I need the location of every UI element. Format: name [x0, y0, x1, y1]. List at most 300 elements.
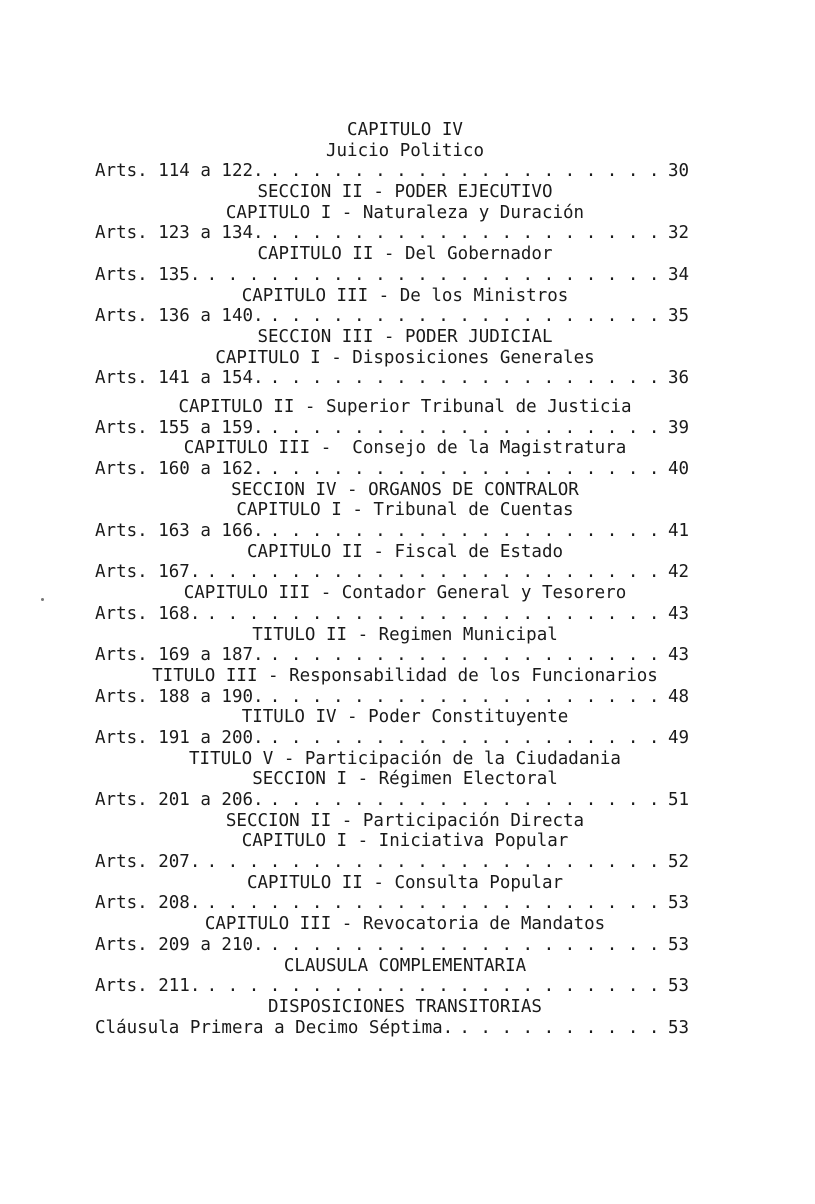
leader-dot: . — [332, 223, 344, 244]
leader-dot: . — [438, 521, 449, 542]
toc-page-number: 52 — [668, 852, 690, 873]
leader-dot: . — [606, 976, 618, 997]
leader-dot: . — [417, 934, 428, 955]
leader-dot: . — [627, 976, 639, 997]
leader-dot: . — [417, 417, 428, 438]
leader-dot: . — [501, 306, 512, 327]
leader-dot: . — [417, 790, 428, 810]
leader-dot: . — [311, 934, 323, 955]
leader-dot: . — [396, 368, 407, 389]
toc-heading: CAPITULO II - Superior Tribunal de Justicia — [178, 396, 632, 417]
leader-dot: . — [585, 521, 597, 542]
leader-dot: . — [269, 852, 281, 873]
leader-dot: . — [627, 459, 639, 479]
toc-entry-label: Arts. 136 a 140. — [95, 306, 264, 327]
leader-dot: . — [375, 368, 386, 389]
leader-dot: . — [417, 645, 428, 666]
leader-dot: . — [459, 306, 470, 327]
leader-dot: . — [606, 934, 618, 955]
toc-heading: TITULO V - Participación de la Ciudadania — [189, 748, 621, 769]
leader-dot: . — [311, 223, 323, 244]
leader-dot: . — [354, 264, 365, 285]
table-of-contents — [95, 120, 715, 1038]
leader-dot: . — [543, 934, 555, 955]
leader-dot: . — [459, 976, 470, 997]
leader-dot: . — [627, 521, 639, 542]
leader-dot: . — [501, 223, 512, 244]
leader-dot: . — [332, 459, 344, 479]
leader-dot: . — [332, 852, 344, 873]
leader-dot: . — [648, 934, 660, 955]
toc-entry[interactable] — [95, 728, 715, 749]
leader-dot: . — [227, 264, 239, 285]
leader-dot: . — [438, 459, 449, 479]
leader-dot: . — [501, 603, 512, 624]
leader-dot: . — [396, 645, 407, 666]
leader-dot: . — [606, 790, 618, 810]
toc-heading: DISPOSICIONES TRANSITORIAS — [268, 996, 542, 1017]
toc-page-number: 40 — [668, 459, 690, 479]
leader-dot: . — [354, 417, 365, 438]
toc-entry-label: Arts. 169 a 187. — [95, 645, 264, 666]
toc-heading: TITULO IV - Poder Constituyente — [241, 707, 569, 728]
toc-heading: CAPITULO III - Contador General y Tesorero — [183, 583, 627, 604]
leader-dot: . — [438, 645, 449, 666]
toc-entry-label: Arts. 141 a 154. — [95, 368, 264, 389]
toc-page-number: 53 — [668, 934, 690, 955]
leader-dot: . — [417, 727, 428, 748]
leader-dot: . — [606, 264, 618, 285]
leader-dot: . — [269, 645, 281, 666]
leader-dot: . — [585, 306, 597, 327]
leader-dot: . — [354, 223, 365, 244]
leader-dot: . — [417, 562, 428, 583]
leader-dot: . — [501, 790, 512, 810]
toc-entry[interactable] — [95, 306, 715, 327]
leader-dot: . — [648, 459, 660, 479]
leader-dot: . — [480, 368, 491, 389]
toc-entry[interactable] — [95, 521, 715, 542]
leader-dot: . — [332, 306, 344, 327]
leader-dot: . — [438, 368, 449, 389]
leader-dot: . — [396, 223, 407, 244]
leader-dot: . — [417, 976, 428, 997]
toc-entry[interactable] — [95, 418, 715, 439]
leader-dot: . — [354, 790, 365, 810]
leader-dot: . — [543, 645, 555, 666]
leader-dot: . — [311, 976, 323, 997]
leader-dot: . — [480, 264, 491, 285]
leader-dot: . — [543, 161, 555, 182]
leader-dot: . — [606, 223, 618, 244]
leader-dot: . — [269, 934, 281, 955]
leader-dot: . — [522, 686, 534, 707]
leader-dot: . — [290, 417, 302, 438]
leader-dot: . — [522, 790, 534, 810]
toc-heading: SECCION III - PODER JUDICIAL — [257, 326, 553, 347]
leader-dot: . — [248, 562, 260, 583]
leader-dot: . — [585, 368, 597, 389]
stray-dot-mark — [41, 598, 44, 601]
toc-entry[interactable] — [95, 976, 715, 997]
leader-dot: . — [375, 417, 386, 438]
leader-dot: . — [248, 852, 260, 873]
leader-dot: . — [585, 686, 597, 707]
leader-dot: . — [648, 976, 660, 997]
leader-dot: . — [585, 417, 597, 438]
leader-dot: . — [543, 852, 555, 873]
toc-page-number: 41 — [668, 521, 690, 542]
toc-page-number: 51 — [668, 790, 690, 810]
leader-dot: . — [354, 727, 365, 748]
leader-dot: . — [501, 417, 512, 438]
leader-dot: . — [522, 368, 534, 389]
leader-dot: . — [543, 223, 555, 244]
leader-dot: . — [459, 1017, 470, 1038]
leader-dot: . — [648, 368, 660, 389]
toc-entry-label: Arts. 123 a 134. — [95, 223, 264, 244]
leader-dot: . — [459, 368, 470, 389]
leader-dot: . — [564, 976, 576, 997]
leader-dot: . — [354, 645, 365, 666]
leader-dot: . — [543, 1017, 555, 1038]
leader-dot: . — [501, 368, 512, 389]
toc-entry-label: Arts. 167. — [95, 562, 201, 583]
leader-dot: . — [311, 459, 323, 479]
leader-dot: . — [396, 161, 407, 182]
leader-dot: . — [480, 161, 491, 182]
leader-dot: . — [290, 686, 302, 707]
toc-entry-label: Arts. 135. — [95, 264, 201, 285]
leader-dot: . — [332, 893, 344, 914]
leader-dot: . — [585, 1017, 597, 1038]
toc-entry[interactable] — [95, 265, 715, 286]
leader-dot: . — [332, 161, 344, 182]
leader-dot: . — [606, 645, 618, 666]
leader-dot: . — [459, 562, 470, 583]
leader-dot: . — [248, 603, 260, 624]
leader-dot: . — [501, 893, 512, 914]
leader-dot: . — [354, 686, 365, 707]
leader-dot: . — [396, 603, 407, 624]
toc-page-number: 30 — [668, 161, 690, 182]
leader-dot: . — [206, 603, 218, 624]
leader-dot: . — [459, 934, 470, 955]
toc-entry-label: Arts. 168. — [95, 603, 201, 624]
leader-dot: . — [269, 521, 281, 542]
leader-dot: . — [375, 603, 386, 624]
leader-dot: . — [564, 223, 576, 244]
leader-dot: . — [332, 976, 344, 997]
toc-entry[interactable] — [95, 935, 715, 956]
leader-dot: . — [480, 852, 491, 873]
leader-dot: . — [522, 459, 534, 479]
leader-dot: . — [332, 562, 344, 583]
leader-dot: . — [438, 417, 449, 438]
leader-dot: . — [648, 223, 660, 244]
leader-dot: . — [585, 562, 597, 583]
toc-page-number: 53 — [668, 1017, 690, 1038]
leader-dot: . — [522, 603, 534, 624]
leader-dot: . — [269, 459, 281, 479]
toc-entry[interactable] — [95, 1018, 715, 1039]
toc-entry[interactable] — [95, 459, 715, 480]
leader-dot: . — [522, 852, 534, 873]
leader-dot: . — [627, 1017, 639, 1038]
leader-dot: . — [480, 417, 491, 438]
leader-dot: . — [564, 521, 576, 542]
leader-dot: . — [375, 727, 386, 748]
leader-dot: . — [354, 603, 365, 624]
leader-dot: . — [269, 562, 281, 583]
leader-dot: . — [459, 852, 470, 873]
leader-dot: . — [522, 264, 534, 285]
toc-heading: TITULO III - Responsabilidad de los Funcionarios — [152, 665, 658, 686]
toc-entry-label: Arts. 163 a 166. — [95, 521, 264, 542]
leader-dot: . — [501, 161, 512, 182]
leader-dot: . — [480, 521, 491, 542]
leader-dot: . — [375, 459, 386, 479]
leader-dot: . — [648, 603, 660, 624]
toc-entry[interactable] — [95, 223, 715, 244]
leader-dot: . — [354, 976, 365, 997]
leader-dot: . — [396, 976, 407, 997]
leader-dot: . — [396, 727, 407, 748]
leader-dot: . — [522, 161, 534, 182]
leader-dot: . — [396, 934, 407, 955]
leader-dot: . — [459, 521, 470, 542]
leader-dot: . — [501, 1017, 512, 1038]
leader-dot: . — [417, 306, 428, 327]
leader-dot: . — [480, 976, 491, 997]
leader-dot: . — [543, 976, 555, 997]
leader-dot: . — [396, 417, 407, 438]
toc-entry[interactable] — [95, 604, 715, 625]
leader-dot: . — [522, 893, 534, 914]
toc-entry[interactable] — [95, 645, 715, 666]
leader-dot: . — [311, 852, 323, 873]
toc-page-number: 48 — [668, 686, 690, 707]
leader-dot: . — [311, 368, 323, 389]
leader-dot: . — [311, 521, 323, 542]
leader-dot: . — [648, 790, 660, 810]
leader-dot: . — [290, 790, 302, 810]
leader-dot: . — [227, 976, 239, 997]
leader-dot: . — [332, 368, 344, 389]
leader-dot: . — [375, 264, 386, 285]
leader-dot: . — [480, 645, 491, 666]
toc-entry[interactable] — [95, 687, 715, 708]
toc-entry[interactable] — [95, 161, 715, 182]
leader-dot: . — [627, 264, 639, 285]
leader-dot: . — [438, 306, 449, 327]
leader-dot: . — [290, 603, 302, 624]
leader-dot: . — [648, 264, 660, 285]
toc-page-number: 34 — [668, 264, 690, 285]
leader-dot: . — [459, 893, 470, 914]
leader-dot: . — [564, 893, 576, 914]
leader-dot: . — [417, 852, 428, 873]
toc-entry[interactable] — [95, 562, 715, 583]
leader-dot: . — [332, 934, 344, 955]
leader-dot: . — [290, 645, 302, 666]
leader-dot: . — [585, 645, 597, 666]
leader-dot: . — [543, 521, 555, 542]
leader-dot: . — [606, 417, 618, 438]
leader-dot: . — [648, 521, 660, 542]
leader-dot: . — [375, 893, 386, 914]
leader-dot: . — [543, 417, 555, 438]
leader-dot: . — [269, 893, 281, 914]
leader-dot: . — [354, 368, 365, 389]
leader-dot: . — [564, 417, 576, 438]
leader-dot: . — [375, 306, 386, 327]
leader-dot: . — [396, 264, 407, 285]
leader-dot: . — [564, 852, 576, 873]
toc-entry-label: Arts. 208. — [95, 893, 201, 914]
leader-dot: . — [332, 645, 344, 666]
leader-dot: . — [606, 603, 618, 624]
leader-dot: . — [648, 852, 660, 873]
leader-dot: . — [269, 790, 281, 810]
leader-dot: . — [627, 417, 639, 438]
leader-dot: . — [459, 417, 470, 438]
leader-dot: . — [290, 852, 302, 873]
toc-entry[interactable] — [95, 790, 715, 811]
leader-dot: . — [248, 976, 260, 997]
toc-heading: CAPITULO III - De los Ministros — [241, 285, 569, 306]
leader-dot: . — [648, 727, 660, 748]
leader-dot: . — [501, 934, 512, 955]
toc-entry[interactable] — [95, 368, 715, 389]
leader-dot: . — [354, 934, 365, 955]
leader-dot: . — [522, 1017, 534, 1038]
leader-dot: . — [227, 893, 239, 914]
leader-dot: . — [501, 852, 512, 873]
leader-dot: . — [396, 459, 407, 479]
leader-dot: . — [459, 459, 470, 479]
leader-dot: . — [564, 645, 576, 666]
toc-heading: CAPITULO I - Disposiciones Generales — [215, 347, 595, 368]
leader-dot: . — [585, 264, 597, 285]
toc-entry-label: Arts. 211. — [95, 976, 201, 997]
leader-dot: . — [606, 368, 618, 389]
leader-dot: . — [480, 893, 491, 914]
leader-dot: . — [375, 562, 386, 583]
leader-dot: . — [627, 368, 639, 389]
leader-dot: . — [311, 790, 323, 810]
leader-dot: . — [543, 368, 555, 389]
leader-dot: . — [269, 727, 281, 748]
leader-dot: . — [269, 686, 281, 707]
leader-dot: . — [606, 562, 618, 583]
leader-dot: . — [606, 306, 618, 327]
toc-heading: CAPITULO I - Naturaleza y Duración — [225, 202, 585, 223]
leader-dot: . — [627, 306, 639, 327]
leader-dot: . — [438, 223, 449, 244]
leader-dot: . — [564, 161, 576, 182]
leader-dot: . — [269, 223, 281, 244]
leader-dot: . — [627, 603, 639, 624]
leader-dot: . — [522, 223, 534, 244]
toc-heading: CAPITULO I - Tribunal de Cuentas — [236, 500, 574, 521]
leader-dot: . — [375, 852, 386, 873]
leader-dot: . — [438, 562, 449, 583]
toc-page-number: 43 — [668, 645, 690, 666]
leader-dot: . — [290, 264, 302, 285]
leader-dot: . — [522, 645, 534, 666]
leader-dot: . — [417, 264, 428, 285]
toc-page-number: 39 — [668, 417, 690, 438]
leader-dot: . — [522, 417, 534, 438]
leader-dot: . — [627, 934, 639, 955]
leader-dot: . — [480, 934, 491, 955]
toc-page-number: 42 — [668, 562, 690, 583]
leader-dot: . — [290, 893, 302, 914]
leader-dot: . — [459, 161, 470, 182]
toc-entry-label: Arts. 188 a 190. — [95, 686, 264, 707]
toc-heading: SECCION IV - ORGANOS DE CONTRALOR — [231, 479, 579, 500]
leader-dot: . — [543, 893, 555, 914]
leader-dot: . — [290, 223, 302, 244]
toc-heading: CAPITULO I - Iniciativa Popular — [241, 831, 569, 852]
leader-dot: . — [564, 459, 576, 479]
leader-dot: . — [290, 976, 302, 997]
leader-dot: . — [480, 306, 491, 327]
leader-dot: . — [585, 934, 597, 955]
leader-dot: . — [438, 934, 449, 955]
leader-dot: . — [606, 1017, 618, 1038]
leader-dot: . — [627, 645, 639, 666]
leader-dot: . — [501, 521, 512, 542]
leader-dot: . — [648, 306, 660, 327]
leader-dot: . — [648, 893, 660, 914]
leader-dot: . — [585, 223, 597, 244]
leader-dot: . — [459, 686, 470, 707]
leader-dot: . — [311, 417, 323, 438]
leader-dot: . — [354, 562, 365, 583]
leader-dot: . — [354, 852, 365, 873]
leader-dot: . — [585, 893, 597, 914]
leader-dot: . — [375, 223, 386, 244]
leader-dot: . — [606, 459, 618, 479]
leader-dot: . — [501, 645, 512, 666]
leader-dot: . — [459, 645, 470, 666]
leader-dot: . — [480, 686, 491, 707]
leader-dot: . — [606, 852, 618, 873]
leader-dot: . — [459, 603, 470, 624]
leader-dot: . — [269, 264, 281, 285]
toc-entry[interactable] — [95, 852, 715, 873]
leader-dot: . — [438, 893, 449, 914]
leader-dot: . — [459, 727, 470, 748]
toc-entry-label: Arts. 209 a 210. — [95, 934, 264, 955]
toc-entry[interactable] — [95, 893, 715, 914]
leader-dot: . — [417, 368, 428, 389]
leader-dot: . — [585, 603, 597, 624]
leader-dot: . — [480, 1017, 491, 1038]
leader-dot: . — [438, 264, 449, 285]
leader-dot: . — [332, 727, 344, 748]
toc-heading: CAPITULO II - Del Gobernador — [257, 244, 553, 265]
leader-dot: . — [311, 603, 323, 624]
leader-dot: . — [585, 161, 597, 182]
leader-dot: . — [606, 521, 618, 542]
leader-dot: . — [480, 727, 491, 748]
leader-dot: . — [375, 645, 386, 666]
leader-dot: . — [564, 306, 576, 327]
leader-dot: . — [311, 264, 323, 285]
